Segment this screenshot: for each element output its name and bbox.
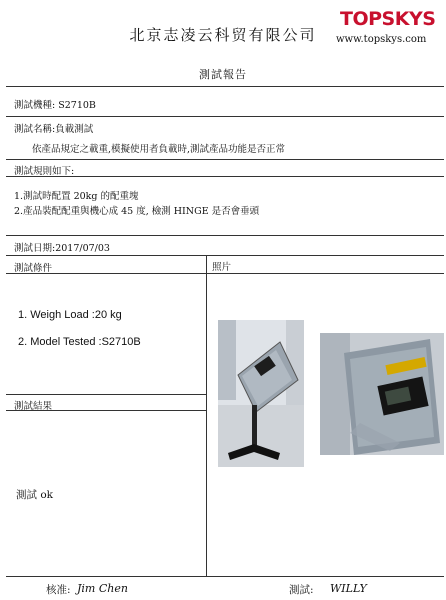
- rule-item: 1.測試時配置 20kg 的配重塊: [14, 191, 139, 202]
- rule: [6, 273, 444, 274]
- photos-label: 照片: [212, 262, 232, 273]
- test-date: 測試日期:2017/07/03: [14, 243, 110, 254]
- rule: [6, 235, 444, 236]
- rule: [6, 255, 444, 256]
- condition-item: 2. Model Tested :S2710B: [18, 336, 141, 348]
- approver-label: 核准:: [46, 584, 71, 596]
- company-website: www.topskys.com: [336, 34, 427, 45]
- approver-name: Jim Chen: [77, 582, 128, 595]
- photo-2-drawing: [320, 333, 444, 455]
- rule-item: 2.產品裝配配重與機心成 45 度, 檢測 HINGE 是否會垂頭: [14, 206, 260, 217]
- result-value: 測試 ok: [16, 489, 54, 501]
- rule: [6, 394, 206, 395]
- rules-heading: 測試規則如下:: [14, 166, 75, 177]
- rule: [6, 159, 444, 160]
- rule: [6, 116, 444, 117]
- tester-name: WILLY: [330, 582, 367, 595]
- test-photo-1: [218, 320, 304, 467]
- photo-1-drawing: [218, 320, 304, 467]
- test-photo-2: [320, 333, 444, 455]
- tester-label: 測試:: [289, 584, 314, 596]
- test-description: 依產品規定之載重,模擬使用者負載時,測試產品功能是否正常: [32, 144, 286, 155]
- company-logo: [336, 2, 444, 32]
- test-model: 測試機種: S2710B: [14, 100, 96, 111]
- column-divider: [206, 255, 207, 576]
- report-title: 測試報告: [199, 68, 247, 81]
- condition-item: 1. Weigh Load :20 kg: [18, 309, 122, 321]
- result-heading: 測試結果: [14, 401, 53, 412]
- test-name: 測試名稱:負載測試: [14, 124, 94, 135]
- rule-top: [6, 86, 444, 87]
- conditions-heading: 測試條件: [14, 263, 53, 274]
- company-name: 北京志凌云科贸有限公司: [129, 26, 317, 44]
- rule-bottom: [6, 576, 444, 577]
- logo-text: TOPSKYS: [340, 8, 436, 30]
